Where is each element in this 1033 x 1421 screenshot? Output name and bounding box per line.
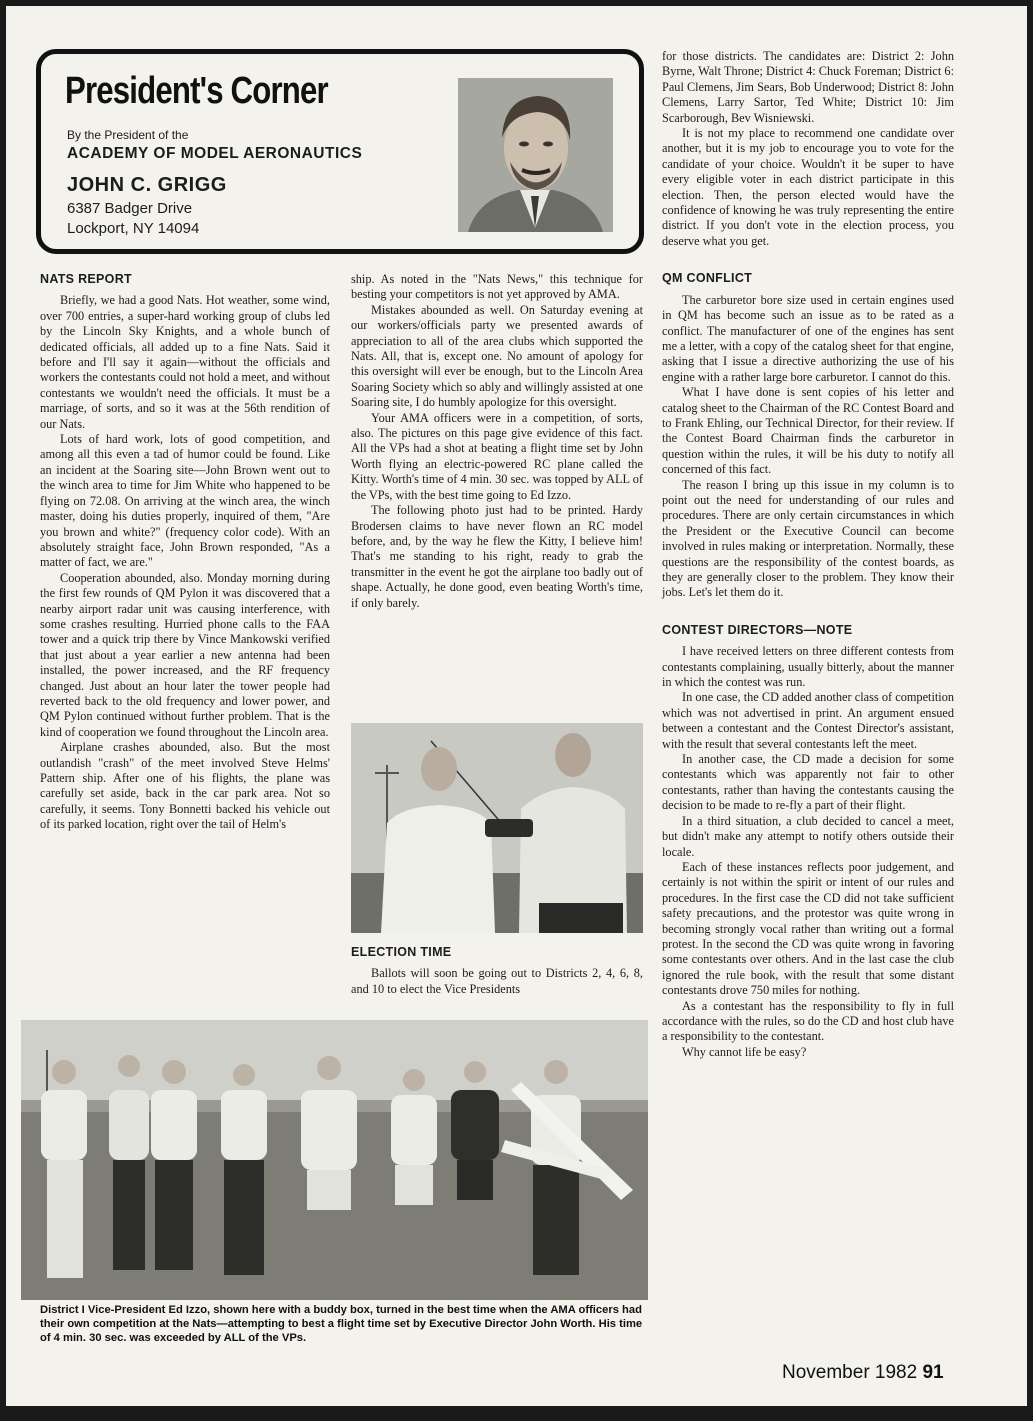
- paragraph: The following photo just had to be printed. Hardy Brodersen claims to have never flown an RC model before, and, by the way he flew the Kitty, I believe him! That's me standing to his right, ready to grab the transmitter in the event he got the airplane too badly out of shape. Actually, he done good, even beating Worth's time, if only barely.: [351, 503, 643, 610]
- paragraph: Briefly, we had a good Nats. Hot weather, some wind, over 700 entries, a super-hard working group of clubs led by the Lincoln Sky Knights, and a whole bunch of dedicated officials, all added up to a fine Nats. Said it before and I'll say it again—without the officials and workers the contestants could not hold a meet, and without contestants we wouldn't need the officials. It must be a marriage, of sorts, and so it was at the 56th rendition of our Nats.: [40, 293, 330, 431]
- paragraph: What I have done is sent copies of his letter and catalog sheet to the Chairman of the RC Contest Board and to Frank Ehling, our Technical Director, for their review. If the Contest Board Chairman finds the carburetor in question within the rules, it will be his duty to notify all concerned of this fact.: [662, 385, 954, 477]
- paragraph: Cooperation abounded, also. Monday morning during the first few rounds of QM Pylon it was discovered that a nearby airport radar unit was causing interference, with some crashes resulting. Hurried phone calls to the FAA tower and a quick trip there by Vince Mankowski verified that just about a year earlier a new antenna had been installed, the power increased, and the RF frequency changed. Just about an hour later the tower people had reverted back to the old frequency and lower power, and QM Pylon continued without further problem. That is the kind of cooperation we found throughout the Lincoln area.: [40, 570, 330, 739]
- paragraph: Why cannot life be easy?: [682, 1044, 807, 1059]
- paragraph: ship. As noted in the "Nats News," this technique for besting your competitors is not yet approved by AMA.: [351, 272, 643, 302]
- paragraph: Ballots will soon be going out to Districts 2, 4, 6, 8, and 10 to elect the Vice Presidents: [351, 966, 643, 996]
- magazine-page: [6, 6, 1027, 1406]
- address-line-1: 6387 Badger Drive: [67, 200, 193, 217]
- photo-ama-officers-group: [21, 1020, 648, 1300]
- paragraph: Mistakes abounded as well. On Saturday evening at our workers/officials party we presented awards of appreciation to all of the area clubs which supported the Nats. All, that is, except one. No amount of apology for this oversight will ever be enough, but to the Lincoln Area Soaring Society which so ably and willingly assisted at one Soaring site, I do humbly apologize for this oversight.: [351, 302, 644, 410]
- page-number: 91: [922, 1362, 944, 1383]
- section-heading-nats-report: NATS REPORT: [40, 272, 132, 286]
- author-portrait-photo: [458, 78, 613, 232]
- column-2: [351, 272, 643, 611]
- group-photo-caption: District I Vice-President Ed Izzo, shown here with a buddy box, turned in the best time when the AMA officers had their own competition at the Nats—attempting to best a flight time set by Executive Director John Worth. His time of 4 min. 30 sec. was exceeded by ALL of the VPs.: [40, 1304, 643, 1344]
- paragraph: In a third situation, a club decided to cancel a meet, but didn't make any attempt to notify others outside their locale.: [662, 813, 954, 859]
- paragraph: Lots of hard work, lots of good competition, and among all this even a tad of humor could be found. Like an incident at the Soaring site—John Brown went out to the winch area to time for Jim White who happened to be flying on 72.08. On arriving at the winch area, the winch master, doing his duties properly, inquired of them, "Are you brown and white?" (frequency color code). With an absolutely straight face, John Brown responded, "As a matter of fact, we are.": [40, 432, 330, 570]
- column-title: President's Corner: [65, 70, 328, 112]
- column-3: [662, 49, 954, 1060]
- election-time-section: [351, 945, 643, 997]
- author-name: JOHN C. GRIGG: [67, 174, 227, 196]
- presidents-corner-header: [36, 49, 644, 254]
- page-footer: [782, 1362, 944, 1384]
- paragraph: In one case, the CD added another class of competition which was not advertised in print. An argument ensued between a contestant and the Contest Director's assistant, with the result that several contestants left the meet.: [662, 690, 954, 751]
- paragraph: As a contestant has the responsibility to fly in full accordance with the rules, so do the CD and host club have a responsibility to the contestant.: [662, 998, 954, 1044]
- paragraph: for those districts. The candidates are: District 2: John Byrne, Walt Throne; District 4: Chuck Foreman; District 6: Paul Clemens, Jim Sears, Bob Underwood; District 8: John Clemens, Larry Sartor, Ted White; District 10: Jim Scarborough, Bev Wisniewski.: [662, 49, 954, 125]
- photo-two-men-with-transmitter: [351, 723, 643, 933]
- organization-name: ACADEMY OF MODEL AERONAUTICS: [67, 145, 363, 162]
- paragraph: Each of these instances reflects poor judgement, and certainly is not within the spirit or intent of our rules and procedures. In the first case the CD did not take sufficient safety precautions, and the protestor was quite wrong in becoming strongly vocal rather than writing out a formal protest. In the second the CD was quite wrong in favoring some contestants over others. And in the last case the club ignored the rule book, with the result that some distant contestants drove 750 miles for nothing.: [662, 859, 954, 998]
- paragraph: I have received letters on three different contests from contestants complaining, usually bitterly, about the manner in which the contest was run.: [662, 644, 954, 690]
- paragraph: Airplane crashes abounded, also. But the most outlandish "crash" of the meet involved Steve Helms' Pattern ship. After one of his flights, the plane was carefully set aside, back in the car park area. Not so carefully, it seems. Tony Bonnetti backed his vehicle out of its parked location, right over the tail of Helm's: [40, 740, 330, 832]
- paragraph: Your AMA officers were in a competition, of sorts, also. The pictures on this page give evidence of this fact. All the VPs had a shot at beating a flight time set by John Worth flying an electric-powered RC plane called the Kitty. Worth's time of 4 min. 30 sec. was topped by ALL of the VPs, with the best time going to Ed Izzo.: [351, 410, 643, 502]
- paragraph: In another case, the CD made a decision for some contestants which was apparently not fair to other contestants, rather than having the contestants causing the decision to be made to re-fly a part of their flight.: [662, 752, 954, 813]
- paragraph: It is not my place to recommend one candidate over another, but it is my job to encourage you to vote for the candidate of your choice. Wouldn't it be super to have every eligible voter in each district participate in this election. Then, the person elected would have the confidence of knowing he was truly representing the entire district. If you don't vote in the election process, you deserve what you get.: [662, 126, 954, 248]
- address-line-2: Lockport, NY 14094: [67, 220, 200, 237]
- section-heading-contest-directors: CONTEST DIRECTORS—NOTE: [662, 622, 853, 637]
- issue-date: November 1982: [782, 1362, 918, 1383]
- column-1: [40, 272, 330, 833]
- byline: By the President of the: [67, 128, 189, 142]
- section-heading-qm-conflict: QM CONFLICT: [662, 271, 753, 286]
- paragraph: The reason I bring up this issue in my column is to point out the need for understanding of our rules and procedures. There are only certain circumstances in which the President or the Executive Council can become involved in rules making or interpretation. Normally, these questions are the responsibility of the contest boards, as they are generally closer to the problem. They know their jobs. Let's let them do it.: [662, 477, 954, 600]
- paragraph: The carburetor bore size used in certain engines used in QM has become such an issue as to be rated as a conflict. The manufacturer of one of the engines has sent me a letter, with a copy of the catalog sheet for that engine, asking that I issue a directive authorizing the use of his engine with a rather large bore carburetor. I cannot do this.: [662, 292, 954, 384]
- section-heading-election-time: ELECTION TIME: [351, 945, 452, 959]
